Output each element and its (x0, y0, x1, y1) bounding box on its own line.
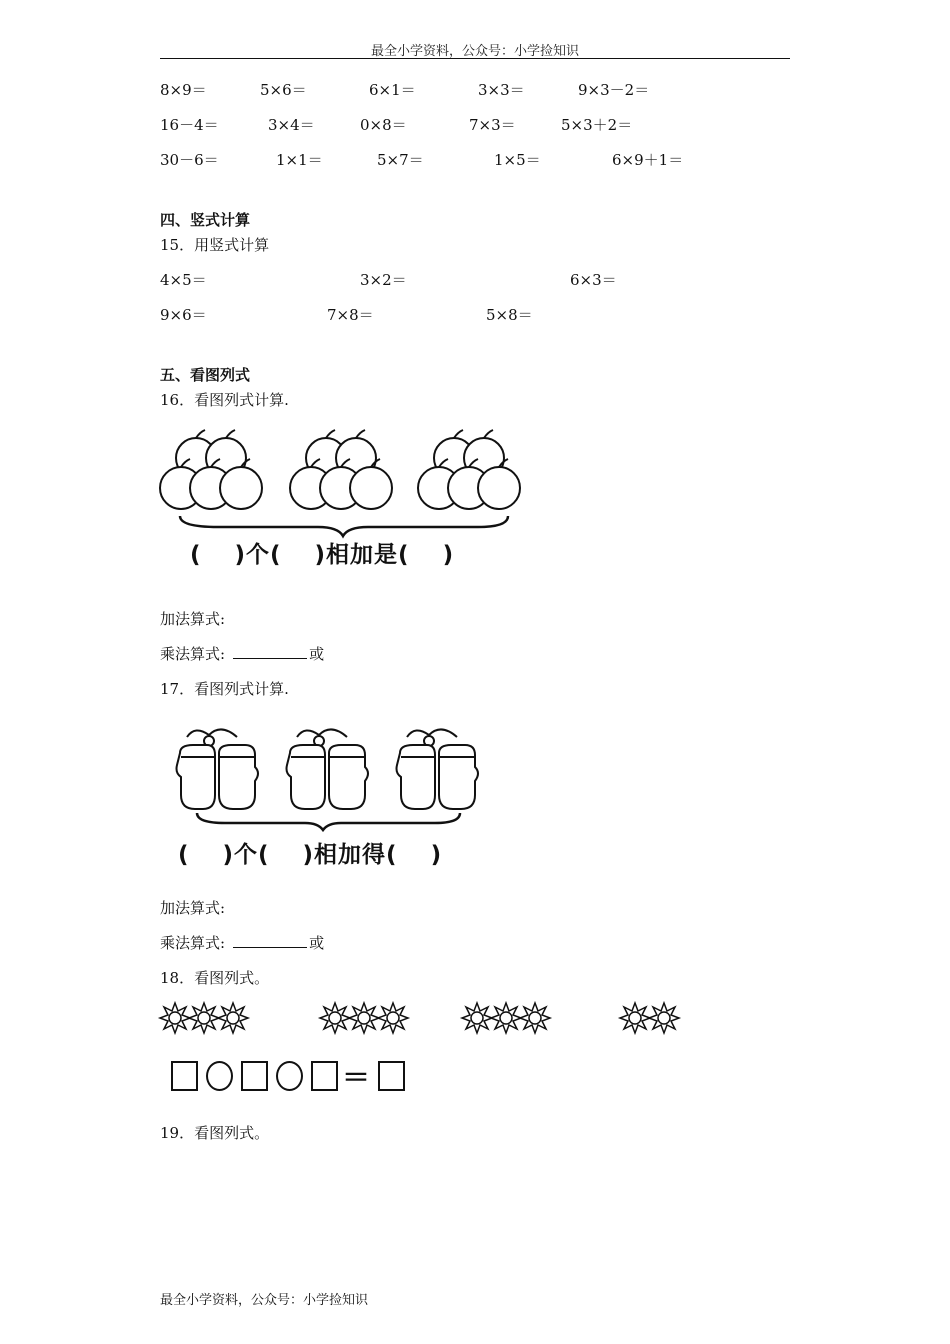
addition-label: 加法算式: (160, 610, 226, 628)
oral-item: 9×3－2＝ (578, 81, 650, 99)
sun-group (160, 1003, 248, 1033)
question-prompt: 17．看图列式计算. (160, 680, 289, 698)
multiplication-row (160, 932, 324, 953)
question-prompt: 16．看图列式计算. (160, 391, 289, 409)
answer-box[interactable] (378, 1061, 405, 1091)
question-prompt: 19．看图列式。 (160, 1124, 270, 1142)
oral-item: 3×4＝ (268, 116, 315, 134)
operator-circle[interactable] (206, 1061, 233, 1091)
oral-item: 30－6＝ (160, 151, 219, 169)
addition-label: 加法算式: (160, 899, 226, 917)
answer-box[interactable] (311, 1061, 338, 1091)
apple-group (160, 430, 262, 509)
multiplication-label: 乘法算式: (160, 645, 226, 663)
answer-blank[interactable] (233, 935, 307, 948)
oral-item: 6×1＝ (369, 81, 416, 99)
sun-group (320, 1003, 408, 1033)
vertical-calc-item: 6×3＝ (570, 271, 617, 289)
oral-item: 5×3＋2＝ (561, 116, 633, 134)
apple-group (418, 430, 520, 509)
figure-caption: ( )个( )相加是( ) (190, 542, 455, 568)
page-footer: 最全小学资料，公众号：小学捡知识 (160, 1293, 369, 1308)
vertical-calc-item: 4×5＝ (160, 271, 207, 289)
vertical-calc-item: 7×8＝ (327, 306, 374, 324)
question-prompt: 15．用竖式计算 (160, 236, 270, 254)
figure-caption: ( )个( )相加得( ) (178, 842, 443, 868)
oral-item: 1×1＝ (276, 151, 323, 169)
sun-group (620, 1003, 679, 1033)
section-title: 五、看图列式 (160, 366, 251, 384)
vertical-calc-item: 3×2＝ (360, 271, 407, 289)
or-text: 或 (309, 645, 325, 663)
operator-circle[interactable] (276, 1061, 303, 1091)
apples-figure (158, 430, 528, 530)
oral-item: 5×6＝ (260, 81, 307, 99)
brace (180, 516, 508, 536)
mitten-pair (397, 729, 479, 809)
oral-item: 6×9＋1＝ (612, 151, 684, 169)
answer-blank[interactable] (233, 646, 307, 659)
apple-group (290, 430, 392, 509)
vertical-calc-item: 9×6＝ (160, 306, 207, 324)
equals-sign: ＝ (342, 1061, 371, 1094)
multiplication-row (160, 643, 324, 664)
oral-item: 1×5＝ (494, 151, 541, 169)
brace (197, 813, 460, 830)
vertical-calc-item: 5×8＝ (486, 306, 533, 324)
oral-item: 7×3＝ (469, 116, 516, 134)
oral-item: 16－4＝ (160, 116, 219, 134)
multiplication-label: 乘法算式: (160, 934, 226, 952)
oral-item: 5×7＝ (377, 151, 424, 169)
answer-box[interactable] (171, 1061, 198, 1091)
mitten-pair (287, 729, 369, 809)
sun-group (462, 1003, 550, 1033)
section-title: 四、竖式计算 (160, 211, 251, 229)
or-text: 或 (309, 934, 325, 952)
mittens-figure (175, 725, 495, 835)
page-header: 最全小学资料，公众号：小学捡知识 (370, 44, 579, 59)
question-prompt: 18．看图列式。 (160, 969, 270, 987)
answer-box[interactable] (241, 1061, 268, 1091)
oral-item: 0×8＝ (360, 116, 407, 134)
mitten-pair (177, 729, 259, 809)
oral-item: 3×3＝ (478, 81, 525, 99)
suns-figure (160, 998, 690, 1040)
oral-item: 8×9＝ (160, 81, 207, 99)
header-rule (160, 58, 790, 59)
